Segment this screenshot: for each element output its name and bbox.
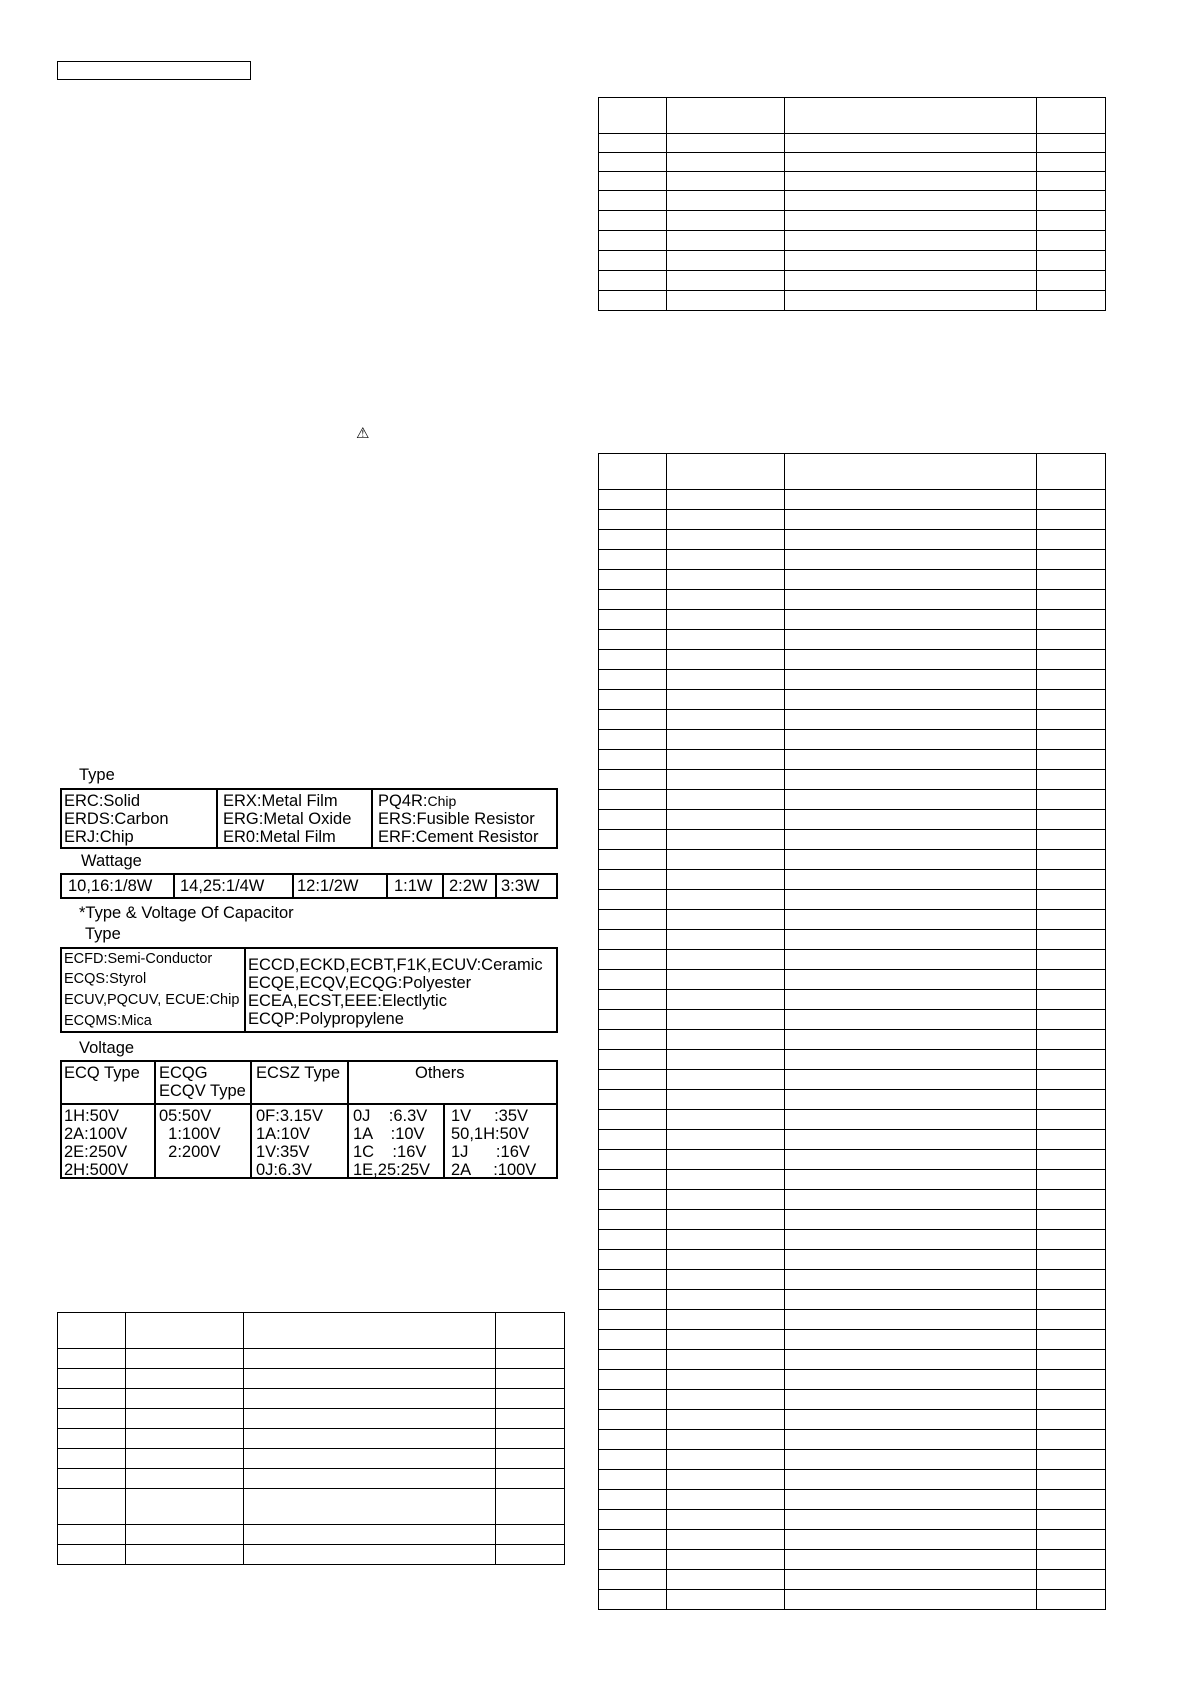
divider bbox=[173, 873, 175, 899]
divider bbox=[292, 873, 294, 899]
resistor-type: ERJ:Chip bbox=[64, 828, 134, 846]
capacitor-type: ECEA,ECST,EEE:Electlytic bbox=[248, 992, 447, 1010]
voltage-header: ECQG bbox=[159, 1064, 208, 1082]
resistor-type: ERC:Solid bbox=[64, 792, 141, 810]
capacitor-heading: *Type & Voltage Of Capacitor bbox=[79, 904, 294, 922]
divider bbox=[60, 1103, 558, 1105]
capacitor-type-label: Type bbox=[85, 925, 121, 943]
wattage-item: 12:1/2W bbox=[297, 877, 359, 895]
divider bbox=[442, 873, 444, 899]
capacitor-type: ECQMS:Mica bbox=[64, 1013, 152, 1029]
resistor-type: PQ4R:Chip bbox=[378, 792, 457, 810]
divider bbox=[250, 1060, 252, 1179]
resistor-type: ER0:Metal Film bbox=[223, 828, 336, 846]
wattage-label: Wattage bbox=[81, 852, 142, 870]
divider bbox=[443, 1103, 445, 1179]
voltage-value: 2A:100V bbox=[64, 1125, 128, 1143]
wattage-item: 3:3W bbox=[501, 877, 540, 895]
divider bbox=[347, 1060, 349, 1179]
resistor-type: ERX:Metal Film bbox=[223, 792, 338, 810]
voltage-header: ECQ Type bbox=[64, 1064, 140, 1082]
voltage-value: 2A :100V bbox=[451, 1161, 537, 1179]
voltage-value: 1A :10V bbox=[353, 1125, 425, 1143]
capacitor-type: ECFD:Semi-Conductor bbox=[64, 951, 213, 967]
voltage-header: Others bbox=[415, 1064, 465, 1082]
divider bbox=[371, 788, 373, 849]
wattage-item: 2:2W bbox=[449, 877, 488, 895]
voltage-value: 0J:6.3V bbox=[256, 1161, 312, 1179]
voltage-value: 2:200V bbox=[159, 1143, 221, 1161]
resistor-type: ERG:Metal Oxide bbox=[223, 810, 352, 828]
wattage-item: 14,25:1/4W bbox=[180, 877, 265, 895]
voltage-value: 1H:50V bbox=[64, 1107, 120, 1125]
resistor-type: ERDS:Carbon bbox=[64, 810, 169, 828]
voltage-value: 1:100V bbox=[159, 1125, 221, 1143]
voltage-value: 05:50V bbox=[159, 1107, 212, 1125]
capacitor-type: ECCD,ECKD,ECBT,F1K,ECUV:Ceramic bbox=[248, 956, 543, 974]
voltage-label: Voltage bbox=[79, 1039, 135, 1057]
voltage-value: 1J :16V bbox=[451, 1143, 530, 1161]
voltage-value: 0F:3.15V bbox=[256, 1107, 323, 1125]
parts-table-right bbox=[598, 453, 1106, 1610]
voltage-value: 1V:35V bbox=[256, 1143, 310, 1161]
voltage-value: 2H:500V bbox=[64, 1161, 129, 1179]
voltage-value: 50,1H:50V bbox=[451, 1125, 529, 1143]
voltage-value: 1C :16V bbox=[353, 1143, 427, 1161]
capacitor-type: ECQS:Styrol bbox=[64, 971, 147, 987]
divider bbox=[495, 873, 497, 899]
voltage-header: ECSZ Type bbox=[256, 1064, 341, 1082]
capacitor-type: ECQE,ECQV,ECQG:Polyester bbox=[248, 974, 472, 992]
resistor-type-label: Type bbox=[79, 766, 115, 784]
voltage-value: 0J :6.3V bbox=[353, 1107, 428, 1125]
parts-table-bottom-left bbox=[57, 1312, 565, 1565]
divider bbox=[386, 873, 388, 899]
divider bbox=[216, 788, 218, 849]
divider bbox=[154, 1060, 156, 1179]
voltage-value: 1V :35V bbox=[451, 1107, 529, 1125]
resistor-type: ERS:Fusible Resistor bbox=[378, 810, 535, 828]
voltage-header: ECQV Type bbox=[159, 1082, 246, 1100]
wattage-item: 10,16:1/8W bbox=[68, 877, 153, 895]
warning-icon: ⚠ bbox=[356, 424, 370, 442]
header-box bbox=[57, 61, 251, 80]
voltage-value: 1E,25:25V bbox=[353, 1161, 431, 1179]
wattage-item: 1:1W bbox=[394, 877, 433, 895]
capacitor-type: ECQP:Polypropylene bbox=[248, 1010, 404, 1028]
voltage-value: 1A:10V bbox=[256, 1125, 311, 1143]
resistor-type: ERF:Cement Resistor bbox=[378, 828, 539, 846]
divider bbox=[244, 947, 246, 1033]
capacitor-type: ECUV,PQCUV, ECUE:Chip bbox=[64, 992, 240, 1008]
voltage-value: 2E:250V bbox=[64, 1143, 128, 1161]
parts-table-top-right bbox=[598, 97, 1106, 311]
